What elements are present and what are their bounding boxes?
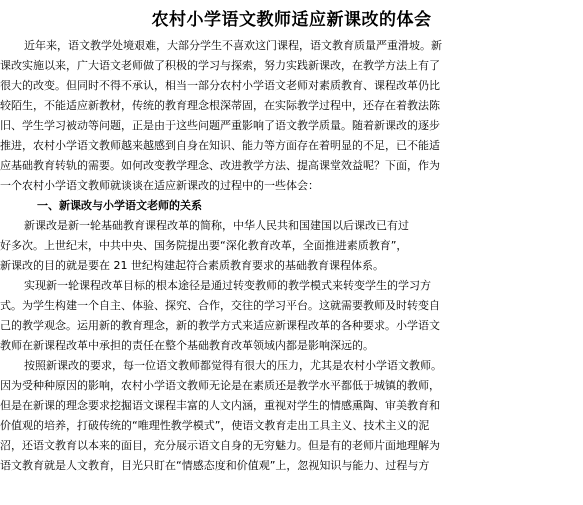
body-line: 教师在新课程改革中承担的责任在整个基础教育改革领域内都是影响深远的。 (0, 339, 374, 352)
body-line-text: 很大的改变。但同时不得不承认，相当一部分农村小学语文老师对素质教育、课程改革仍比 (0, 79, 440, 92)
body-line: 一个农村小学语文教师就谈谈在适应新课改的过程中的一些体会： (0, 179, 319, 192)
body-line (0, 96, 583, 116)
section-heading: 一、新课改与小学语文老师的关系 (37, 199, 202, 212)
body-line-text: 推进，农村小学语文教师越来越感到自身在知识、能力等方面存在着明显的不足，已不能适 (0, 139, 440, 152)
body-line (0, 116, 583, 136)
body-line (0, 236, 583, 256)
body-line (24, 356, 583, 376)
body-line: 新课改的目的就是要在 21 世纪构建起符合素质教育要求的基础教育课程体系。 (0, 259, 384, 272)
body-line (0, 136, 583, 156)
body-line-text: 应基础教育转轨的需要。如何改变教学理念、改进教学方法、提高课堂效益呢？下面，作为 (0, 159, 440, 172)
body-line-text: 旧、学生学习被动等问题，正是由于这些问题严重影响了语文教学质量。随着新课改的逐步 (0, 119, 440, 132)
body-line (0, 156, 583, 176)
body-line (0, 376, 583, 396)
body-line-text: 新课改是新一轮基础教育课程改革的简称，中华人民共和国建国以后课改已有过 (24, 219, 409, 232)
document-title: 农村小学语文教师适应新课改的体会 (151, 10, 432, 30)
body-line-text: 语文教育就是人文教育，目光只盯在“情感态度和价值观”上，忽视知识与能力、过程与方 (0, 459, 430, 472)
body-line (0, 316, 583, 336)
body-line-text: 因为受种种原因的影响，农村小学语文教师无论是在素质还是教学水平都低于城镇的教师， (0, 379, 440, 392)
body-line (0, 416, 583, 436)
body-line (0, 296, 583, 316)
body-line (24, 36, 583, 56)
body-line-text: 但是在新课的理念要求挖掘语文课程丰富的人文内涵，重视对学生的情感熏陶、审美教育和 (0, 399, 440, 412)
body-line (0, 56, 583, 76)
body-line (24, 276, 583, 296)
body-line-text: 己的教学观念。运用新的教育理念，新的教学方式来适应新课程改革的各种要求。小学语文 (0, 319, 440, 332)
body-line (0, 436, 583, 456)
body-line (24, 216, 583, 236)
body-line-text: 按照新课改的要求，每一位语文教师都觉得有很大的压力，尤其是农村小学语文教师。 (24, 359, 442, 372)
body-line-text: 价值观的培养，打破传统的“唯理性教学模式”，使语文教育走出工具主义、技术主义的泥 (0, 419, 430, 432)
body-line-text: 较陌生，不能适应新教材，传统的教育理念根深蒂固，在实际教学过程中，还存在着教法陈 (0, 99, 440, 112)
body-line-text: 好多次。上世纪末，中共中央、国务院提出要“深化教育改革，全面推进素质教育”， (0, 239, 408, 252)
body-line-text: 沼，还语文教育以本来的面目，充分展示语文自身的无穷魅力。但是有的老师片面地理解为 (0, 439, 440, 452)
body-line (0, 396, 583, 416)
body-line-text: 实现新一轮课程改革目标的根本途径是通过转变教师的教学模式来转变学生的学习方 (24, 279, 431, 292)
body-line (0, 456, 583, 476)
body-line (0, 76, 583, 96)
body-line-text: 式。为学生构建一个自主、体验、探究、合作，交往的学习平台。这就需要教师及时转变自 (0, 299, 440, 312)
body-line-text: 课改实施以来，广大语文老师做了积极的学习与探索，努力实践新课改，在教学方法上有了 (0, 59, 440, 72)
body-line-text: 近年来，语文教学处境艰难，大部分学生不喜欢这门课程，语文教育质量严重滑坡。新 (24, 39, 442, 52)
